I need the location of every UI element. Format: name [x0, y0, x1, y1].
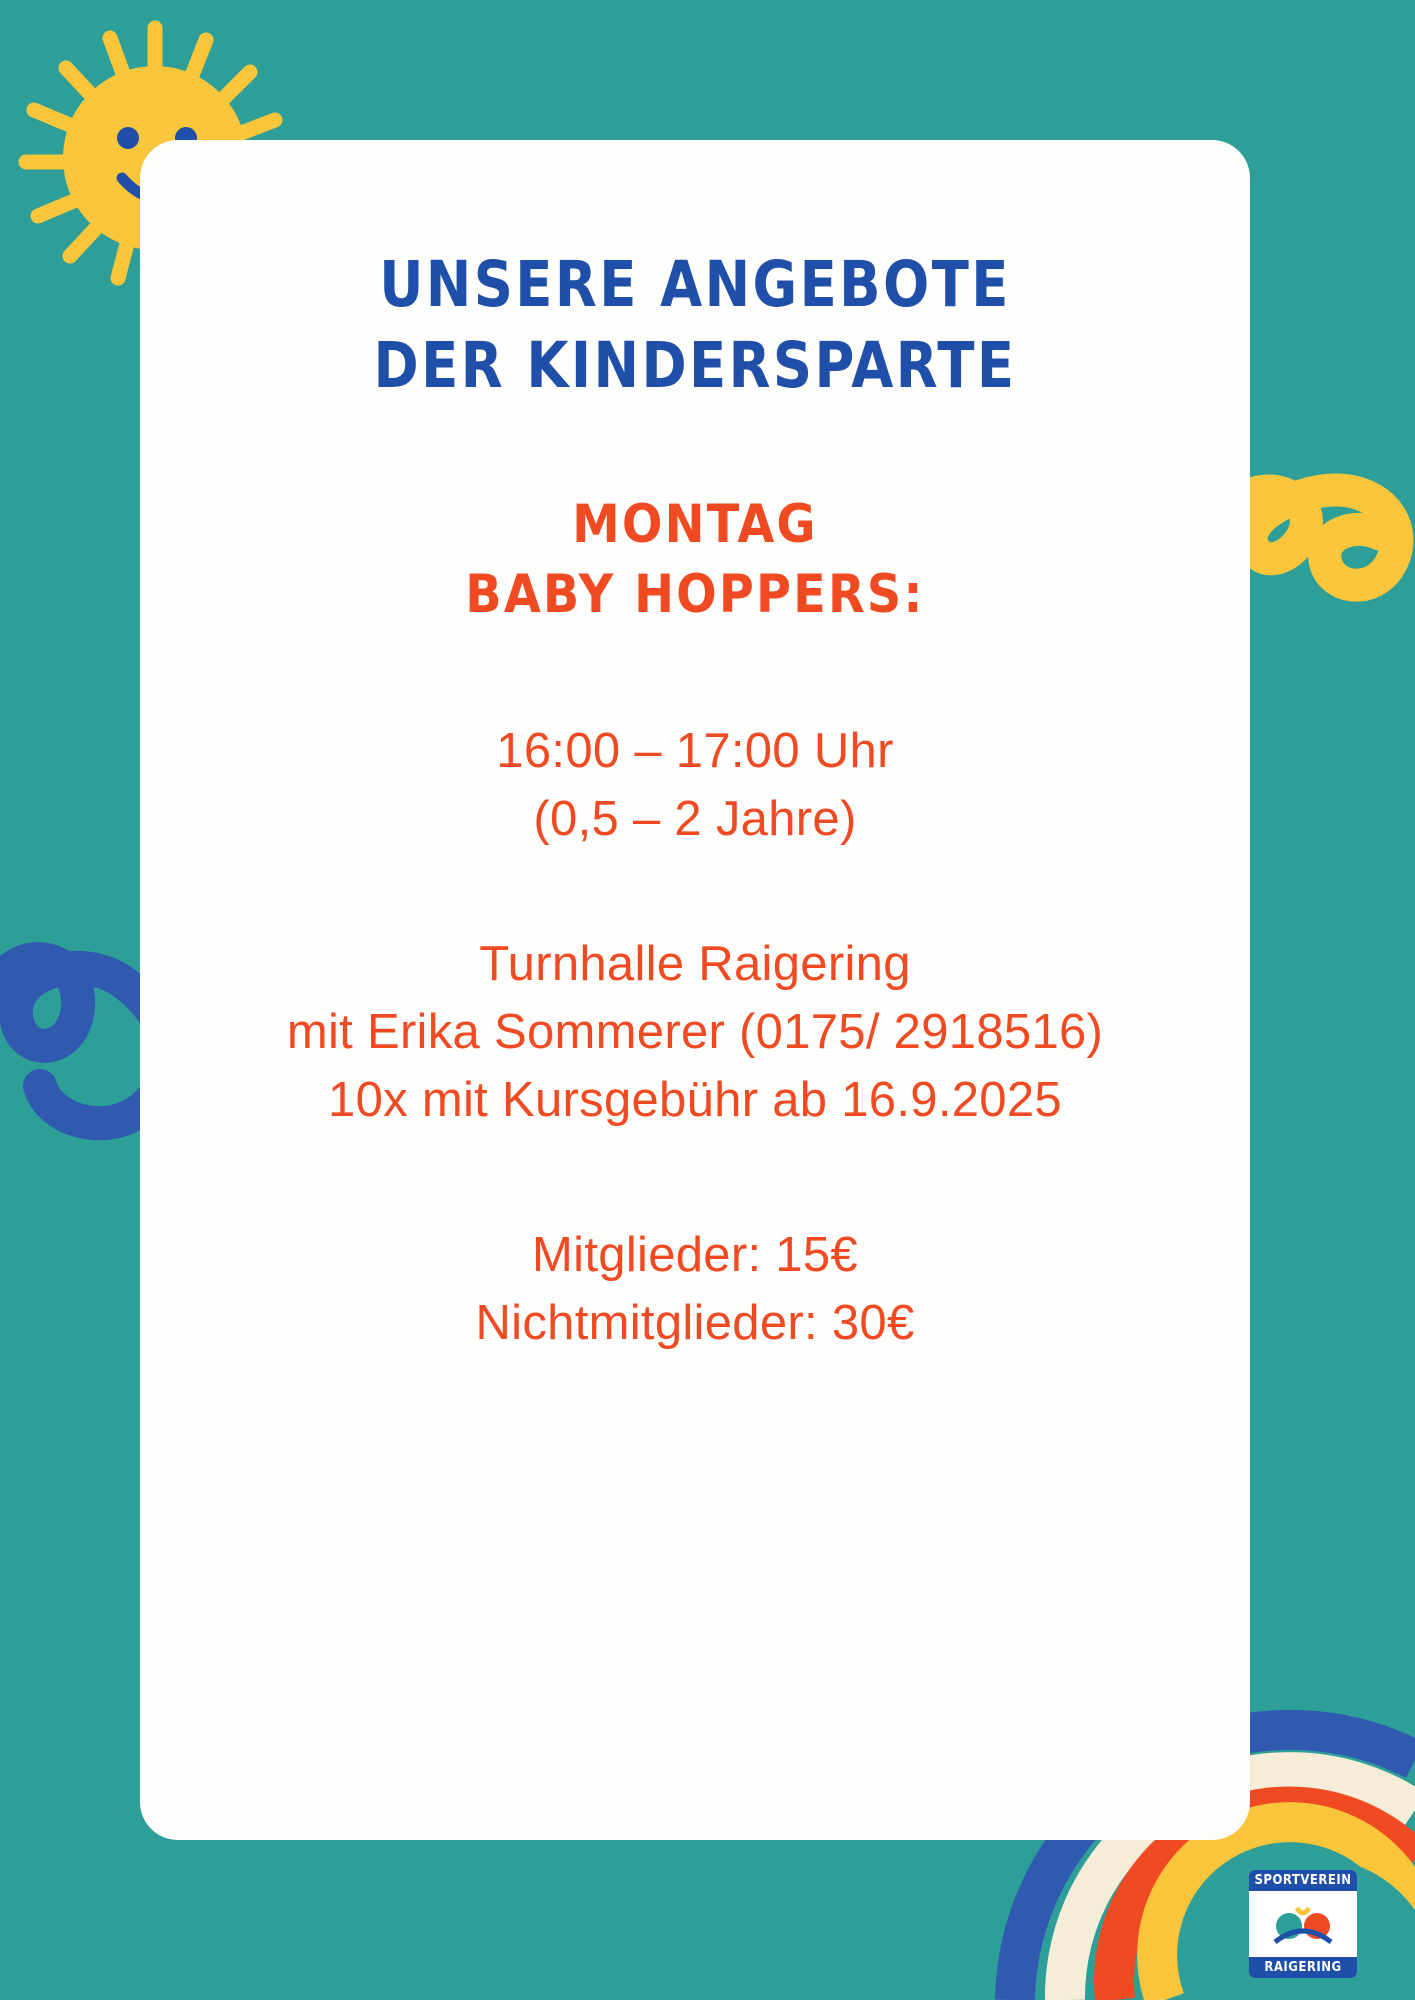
- club-logo-top-text: SPORTVEREIN: [1249, 1870, 1357, 1891]
- course-age-range: (0,5 – 2 Jahre): [533, 791, 857, 846]
- course-time: 16:00 – 17:00 Uhr: [496, 724, 894, 779]
- page-title-line-2: DER KINDERSPARTE: [373, 328, 1017, 402]
- price-members: Mitglieder: 15€: [532, 1228, 858, 1283]
- course-heading: [200, 490, 1190, 630]
- course-sessions: 10x mit Kursgebühr ab 16.9.2025: [328, 1072, 1062, 1127]
- course-trainer: mit Erika Sommerer (0175/ 2918516): [286, 1004, 1104, 1059]
- course-name: BABY HOPPERS:: [465, 564, 925, 626]
- course-location: Turnhalle Raigering: [479, 937, 911, 992]
- price-nonmembers: Nichtmitglieder: 30€: [475, 1295, 915, 1350]
- course-day: MONTAG: [572, 494, 818, 556]
- course-time-block: [200, 718, 1190, 853]
- course-location-block: [200, 931, 1190, 1134]
- poster-card: [140, 140, 1250, 1840]
- crest-graphic: [1267, 1900, 1339, 1948]
- club-logo: [1249, 1870, 1357, 1978]
- poster-content: [140, 140, 1250, 1357]
- page-title-line-1: UNSERE ANGEBOTE: [379, 248, 1011, 321]
- page-title: [220, 245, 1170, 406]
- course-details: [200, 718, 1190, 1357]
- club-logo-bottom-text: RAIGERING: [1249, 1957, 1357, 1978]
- club-crest-icon: [1249, 1891, 1357, 1957]
- course-price-block: [200, 1222, 1190, 1357]
